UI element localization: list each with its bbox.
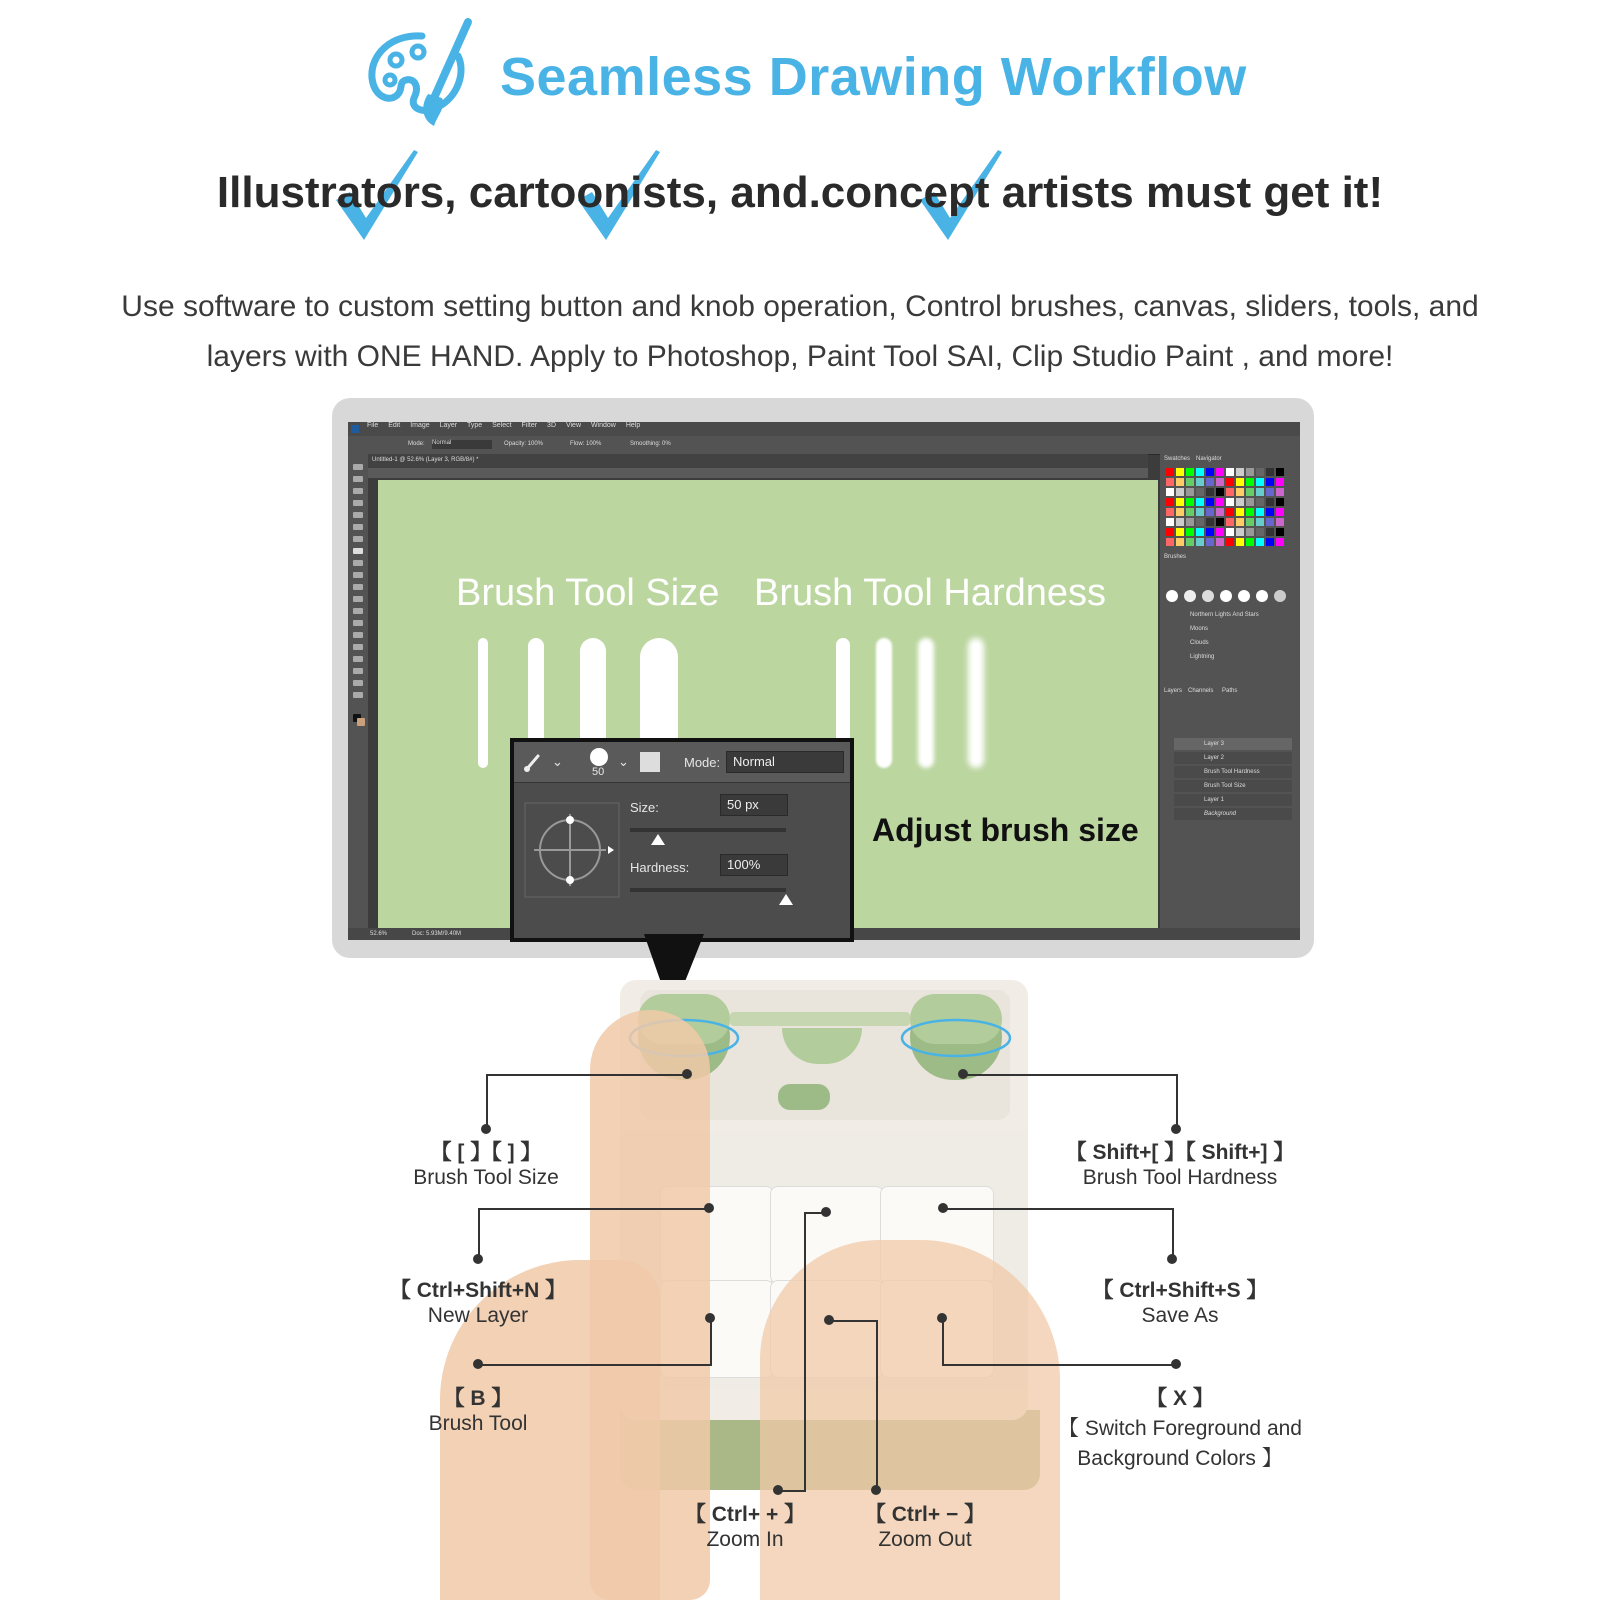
- leader-dot: [704, 1203, 714, 1213]
- color-swatch[interactable]: [1196, 508, 1204, 516]
- background-color-icon[interactable]: [357, 718, 365, 726]
- color-swatch[interactable]: [1166, 518, 1174, 526]
- leader-dot: [821, 1207, 831, 1217]
- color-swatch[interactable]: [1166, 488, 1174, 496]
- brush-settings-icon[interactable]: [640, 752, 660, 772]
- color-swatch[interactable]: [1166, 528, 1174, 536]
- layer-row[interactable]: Layer 3: [1174, 738, 1292, 750]
- leader-dot: [1171, 1124, 1181, 1134]
- color-swatch[interactable]: [1196, 528, 1204, 536]
- color-swatch[interactable]: [1236, 538, 1244, 546]
- color-swatch[interactable]: [1276, 498, 1284, 506]
- leader-line: [876, 1320, 878, 1492]
- callout-switch-desc: Background Colors 】: [1077, 1447, 1283, 1470]
- history-brush-tool-icon[interactable]: [353, 572, 363, 578]
- menu-item[interactable]: Select: [492, 422, 512, 429]
- color-swatch[interactable]: [1256, 478, 1264, 486]
- color-swatch[interactable]: [1216, 488, 1224, 496]
- color-swatch[interactable]: [1176, 528, 1184, 536]
- options-bar: [348, 436, 1300, 455]
- color-swatch[interactable]: [1256, 538, 1264, 546]
- layer-row[interactable]: Brush Tool Hardness: [1174, 766, 1292, 778]
- callout-zoom-out-desc: Zoom Out: [878, 1528, 972, 1551]
- right-panels: [1160, 454, 1300, 940]
- callout-brush-desc: Brush Tool: [428, 1412, 528, 1435]
- leader-dot: [1171, 1359, 1181, 1369]
- canvas-label-size: Brush Tool Size: [456, 572, 720, 614]
- color-swatch[interactable]: [1216, 528, 1224, 536]
- color-swatch[interactable]: [1236, 498, 1244, 506]
- color-swatch[interactable]: [1266, 468, 1274, 476]
- callout-save-as-keys: 【 Ctrl+Shift+S 】: [1092, 1279, 1268, 1302]
- healing-tool-icon[interactable]: [353, 536, 363, 542]
- brush-preset-icon[interactable]: [1220, 590, 1232, 602]
- flow-field[interactable]: Flow: 100%: [570, 441, 602, 447]
- layer-row[interactable]: Layer 1: [1174, 794, 1292, 806]
- leader-dot: [682, 1069, 692, 1079]
- size-field[interactable]: 50 px: [720, 794, 788, 816]
- brush-angle-icon[interactable]: [524, 802, 620, 898]
- mode-select[interactable]: Normal: [726, 751, 844, 773]
- tab-navigator[interactable]: Navigator: [1196, 456, 1222, 462]
- callout-new-layer-keys: 【 Ctrl+Shift+N 】: [389, 1279, 567, 1302]
- color-swatch[interactable]: [1256, 508, 1264, 516]
- color-swatch[interactable]: [1246, 528, 1254, 536]
- color-swatch[interactable]: [1166, 538, 1174, 546]
- dodge-tool-icon[interactable]: [353, 620, 363, 626]
- color-swatch[interactable]: [1206, 538, 1214, 546]
- color-swatch[interactable]: [1166, 508, 1174, 516]
- color-swatch[interactable]: [1266, 478, 1274, 486]
- wand-tool-icon[interactable]: [353, 500, 363, 506]
- color-swatch[interactable]: [1256, 488, 1264, 496]
- hardness-field[interactable]: 100%: [720, 854, 788, 876]
- color-swatch[interactable]: [1216, 478, 1224, 486]
- layer-row[interactable]: Background: [1174, 808, 1292, 820]
- menu-item[interactable]: Edit: [388, 422, 401, 429]
- status-doc: Doc: 5.93M/9.40M: [412, 931, 462, 937]
- color-swatch[interactable]: [1166, 468, 1174, 476]
- leader-dot: [871, 1485, 881, 1495]
- color-swatch[interactable]: [1216, 498, 1224, 506]
- marquee-tool-icon[interactable]: [353, 476, 363, 482]
- callout-knob-right-desc: Brush Tool Hardness: [1082, 1166, 1278, 1189]
- color-swatch[interactable]: [1256, 498, 1264, 506]
- rotate-arrow-icon: [896, 1014, 1016, 1062]
- color-swatch[interactable]: [1216, 468, 1224, 476]
- color-swatch[interactable]: [1166, 478, 1174, 486]
- color-swatch[interactable]: [1186, 468, 1194, 476]
- hardness-slider-thumb[interactable]: [779, 894, 793, 905]
- page-title: Seamless Drawing Workflow: [500, 47, 1247, 107]
- color-swatch[interactable]: [1246, 468, 1254, 476]
- tab-swatches[interactable]: Swatches: [1164, 456, 1191, 462]
- layer-row[interactable]: Layer 2: [1174, 752, 1292, 764]
- leader-dot: [473, 1359, 483, 1369]
- mode-label: Mode:: [684, 755, 721, 770]
- menu-item[interactable]: Image: [410, 422, 430, 429]
- status-zoom: 52.6%: [370, 931, 388, 937]
- color-swatch[interactable]: [1246, 538, 1254, 546]
- blur-tool-icon[interactable]: [353, 608, 363, 614]
- color-swatch[interactable]: [1216, 508, 1224, 516]
- color-swatch[interactable]: [1236, 468, 1244, 476]
- color-swatch[interactable]: [1276, 538, 1284, 546]
- color-swatch[interactable]: [1206, 478, 1214, 486]
- color-swatch[interactable]: [1206, 488, 1214, 496]
- description: [40, 282, 1560, 382]
- leader-dot: [824, 1315, 834, 1325]
- brush-folder[interactable]: Moons: [1190, 626, 1209, 632]
- color-swatch[interactable]: [1226, 528, 1234, 536]
- color-swatch[interactable]: [1176, 498, 1184, 506]
- menu-item[interactable]: Help: [625, 422, 641, 429]
- tab-channels[interactable]: Channels: [1188, 688, 1214, 694]
- color-swatch[interactable]: [1206, 508, 1214, 516]
- shape-tool-icon[interactable]: [353, 668, 363, 674]
- header: [0, 8, 1600, 128]
- color-swatch[interactable]: [1246, 498, 1254, 506]
- subtitle: Illustrators, cartoonists, and.concept artists must get it!: [216, 168, 1384, 217]
- color-swatch[interactable]: [1246, 478, 1254, 486]
- lasso-tool-icon[interactable]: [353, 488, 363, 494]
- description-line: layers with ONE HAND. Apply to Photoshop, Paint Tool SAI, Clip Studio Paint , and more!: [206, 340, 1394, 373]
- menu-item[interactable]: Filter: [521, 422, 538, 429]
- color-swatch[interactable]: [1196, 478, 1204, 486]
- callout-save-as-desc: Save As: [1141, 1304, 1219, 1327]
- leader-dot: [1167, 1254, 1177, 1264]
- color-swatch[interactable]: [1216, 518, 1224, 526]
- menu-bar: [348, 422, 1300, 436]
- crop-tool-icon[interactable]: [353, 512, 363, 518]
- tab-brushes[interactable]: Brushes: [1164, 554, 1187, 560]
- color-swatch[interactable]: [1216, 538, 1224, 546]
- callout-knob-right-keys: 【 Shift+[ 】【 Shift+] 】: [1065, 1141, 1295, 1164]
- color-swatch[interactable]: [1226, 508, 1234, 516]
- document-tab-title: Untitled-1 @ 52.6% (Layer 3, RGB/8#) *: [372, 457, 479, 463]
- color-swatch[interactable]: [1226, 518, 1234, 526]
- color-swatch[interactable]: [1206, 518, 1214, 526]
- color-swatch[interactable]: [1186, 478, 1194, 486]
- document-tab[interactable]: [368, 454, 1148, 468]
- brush-presets[interactable]: [1166, 590, 1290, 604]
- leader-line: [942, 1364, 1176, 1366]
- callout-zoom-in-keys: 【 Ctrl+ + 】: [684, 1503, 806, 1526]
- brush-preset-icon[interactable]: [1202, 590, 1214, 602]
- callout-brush-keys: 【 B 】: [443, 1387, 513, 1410]
- callout-new-layer-desc: New Layer: [427, 1304, 529, 1327]
- menu-item[interactable]: 3D: [547, 422, 556, 429]
- color-swatch[interactable]: [1176, 478, 1184, 486]
- callout-knob-left-keys: 【 [ 】【 ] 】: [430, 1141, 542, 1164]
- leader-line: [942, 1208, 1174, 1210]
- description-line: Use software to custom setting button and knob operation, Control brushes, canvas, sliders, tools, and: [121, 290, 1479, 323]
- leader-dot: [958, 1069, 968, 1079]
- color-swatch[interactable]: [1176, 488, 1184, 496]
- color-swatch[interactable]: [1206, 528, 1214, 536]
- brush-preset-icon[interactable]: [1256, 590, 1268, 602]
- zoom-tool-icon[interactable]: [353, 692, 363, 698]
- color-swatch[interactable]: [1276, 478, 1284, 486]
- callout-switch-desc: 【 Switch Foreground and: [1058, 1417, 1302, 1440]
- tools-panel: [348, 454, 368, 940]
- stamp-tool-icon[interactable]: [353, 560, 363, 566]
- color-swatch[interactable]: [1186, 488, 1194, 496]
- leader-line: [478, 1364, 712, 1366]
- color-swatch[interactable]: [1246, 488, 1254, 496]
- brush-preset-icon[interactable]: [1166, 590, 1178, 602]
- color-swatch[interactable]: [1226, 498, 1234, 506]
- color-swatch[interactable]: [1196, 488, 1204, 496]
- color-swatch[interactable]: [1276, 508, 1284, 516]
- color-swatch[interactable]: [1186, 538, 1194, 546]
- color-swatch[interactable]: [1236, 528, 1244, 536]
- menu-item[interactable]: Layer: [439, 422, 458, 429]
- color-swatch[interactable]: [1186, 498, 1194, 506]
- size-label: Size:: [630, 800, 659, 815]
- move-tool-icon[interactable]: [353, 464, 363, 470]
- color-swatch[interactable]: [1166, 498, 1174, 506]
- layer-row[interactable]: Brush Tool Size: [1174, 780, 1292, 792]
- color-swatch[interactable]: [1266, 498, 1274, 506]
- device-bar: [730, 1012, 910, 1026]
- color-swatch[interactable]: [1246, 508, 1254, 516]
- color-swatch[interactable]: [1266, 518, 1274, 526]
- size-slider-thumb[interactable]: [651, 834, 665, 845]
- adjust-note: Adjust brush size: [872, 812, 1139, 848]
- mode-select[interactable]: Normal: [432, 440, 492, 449]
- hardness-label: Hardness:: [630, 860, 690, 875]
- eraser-tool-icon[interactable]: [353, 584, 363, 590]
- callout-knob-left-desc: Brush Tool Size: [413, 1166, 559, 1189]
- tab-layers[interactable]: Layers: [1164, 688, 1183, 694]
- brush-stroke: [478, 638, 488, 768]
- leader-dot: [773, 1485, 783, 1495]
- chevron-down-icon[interactable]: ⌄: [618, 754, 629, 769]
- smoothing-field[interactable]: Smoothing: 0%: [630, 441, 671, 447]
- gradient-tool-icon[interactable]: [353, 596, 363, 602]
- leader-line: [780, 1490, 806, 1492]
- color-swatch[interactable]: [1176, 518, 1184, 526]
- eyedropper-tool-icon[interactable]: [353, 524, 363, 530]
- leader-dot: [705, 1313, 715, 1323]
- ps-logo-icon: [351, 425, 359, 433]
- color-swatch[interactable]: [1246, 518, 1254, 526]
- brush-options-popup: [510, 738, 854, 942]
- path-select-tool-icon[interactable]: [353, 656, 363, 662]
- color-swatch[interactable]: [1256, 528, 1264, 536]
- color-swatch[interactable]: [1236, 488, 1244, 496]
- color-swatch[interactable]: [1186, 518, 1194, 526]
- color-swatch[interactable]: [1236, 518, 1244, 526]
- color-swatch[interactable]: [1196, 518, 1204, 526]
- hand-tool-icon[interactable]: [353, 680, 363, 686]
- color-swatch[interactable]: [1226, 478, 1234, 486]
- color-swatch[interactable]: [1206, 468, 1214, 476]
- leader-dot: [938, 1203, 948, 1213]
- brush-stroke: [918, 638, 934, 768]
- opacity-field[interactable]: Opacity: 100%: [504, 441, 544, 447]
- canvas-label-hardness: Brush Tool Hardness: [754, 572, 1107, 614]
- leader-dot: [473, 1254, 483, 1264]
- color-swatch[interactable]: [1236, 478, 1244, 486]
- menu-item[interactable]: Type: [466, 422, 483, 429]
- leader-line: [828, 1320, 878, 1322]
- color-swatch[interactable]: [1206, 498, 1214, 506]
- menu-item[interactable]: View: [565, 422, 581, 429]
- brush-size-number: 50: [592, 766, 605, 778]
- palette-brush-icon: [362, 16, 480, 134]
- brush-folder[interactable]: Northern Lights And Stars: [1190, 612, 1259, 618]
- hardness-slider[interactable]: [630, 888, 786, 892]
- leader-line: [804, 1212, 806, 1492]
- brush-folder[interactable]: Clouds: [1190, 640, 1209, 646]
- leader-line: [478, 1208, 480, 1260]
- color-swatch[interactable]: [1196, 468, 1204, 476]
- leader-line: [478, 1208, 710, 1210]
- brush-preset-icon[interactable]: [1184, 590, 1196, 602]
- type-tool-icon[interactable]: [353, 644, 363, 650]
- brush-stroke: [876, 638, 892, 768]
- mode-label: Mode:: [408, 441, 425, 447]
- brush-stroke: [968, 638, 984, 768]
- color-swatch[interactable]: [1266, 508, 1274, 516]
- color-swatch[interactable]: [1176, 468, 1184, 476]
- leader-dot: [481, 1124, 491, 1134]
- menu-item[interactable]: File: [366, 422, 379, 429]
- size-slider[interactable]: [630, 828, 786, 832]
- leader-line: [710, 1318, 712, 1366]
- device-toggle[interactable]: [778, 1084, 830, 1110]
- callout-switch-keys: 【 X 】: [1146, 1387, 1214, 1410]
- color-swatch[interactable]: [1176, 538, 1184, 546]
- callout-zoom-in-desc: Zoom In: [706, 1528, 784, 1551]
- color-swatch[interactable]: [1226, 468, 1234, 476]
- color-swatch[interactable]: [1266, 488, 1274, 496]
- brush-preset-icon[interactable]: [1274, 590, 1286, 602]
- color-swatch[interactable]: [1276, 468, 1284, 476]
- color-swatch[interactable]: [1276, 488, 1284, 496]
- leader-line: [486, 1074, 690, 1076]
- color-swatch[interactable]: [1276, 528, 1284, 536]
- color-swatch[interactable]: [1266, 528, 1274, 536]
- brush-preset-icon[interactable]: [1238, 590, 1250, 602]
- color-swatch[interactable]: [1236, 508, 1244, 516]
- brush-preview-icon[interactable]: [590, 748, 608, 766]
- color-swatch[interactable]: [1226, 538, 1234, 546]
- color-swatch[interactable]: [1226, 488, 1234, 496]
- tab-paths[interactable]: Paths: [1222, 688, 1238, 694]
- leader-line: [962, 1074, 1178, 1076]
- popup-options-bar: [514, 742, 850, 783]
- color-swatch[interactable]: [1256, 518, 1264, 526]
- leader-dot: [937, 1313, 947, 1323]
- brush-tool-icon[interactable]: [353, 548, 363, 554]
- color-swatch[interactable]: [1266, 538, 1274, 546]
- color-swatch[interactable]: [1256, 468, 1264, 476]
- color-swatch[interactable]: [1196, 498, 1204, 506]
- menu-item[interactable]: Window: [590, 422, 616, 429]
- chevron-down-icon[interactable]: ⌄: [552, 754, 563, 769]
- color-swatch[interactable]: [1186, 528, 1194, 536]
- pen-tool-icon[interactable]: [353, 632, 363, 638]
- ruler: [368, 468, 1148, 478]
- leader-line: [942, 1318, 944, 1366]
- callout-zoom-out-keys: 【 Ctrl+ − 】: [864, 1503, 986, 1526]
- leader-line: [1172, 1208, 1174, 1260]
- brush-icon[interactable]: [522, 752, 544, 774]
- color-swatch[interactable]: [1176, 508, 1184, 516]
- brush-folder[interactable]: Lightning: [1190, 654, 1215, 660]
- color-swatch[interactable]: [1276, 518, 1284, 526]
- color-swatch[interactable]: [1196, 538, 1204, 546]
- color-swatch[interactable]: [1186, 508, 1194, 516]
